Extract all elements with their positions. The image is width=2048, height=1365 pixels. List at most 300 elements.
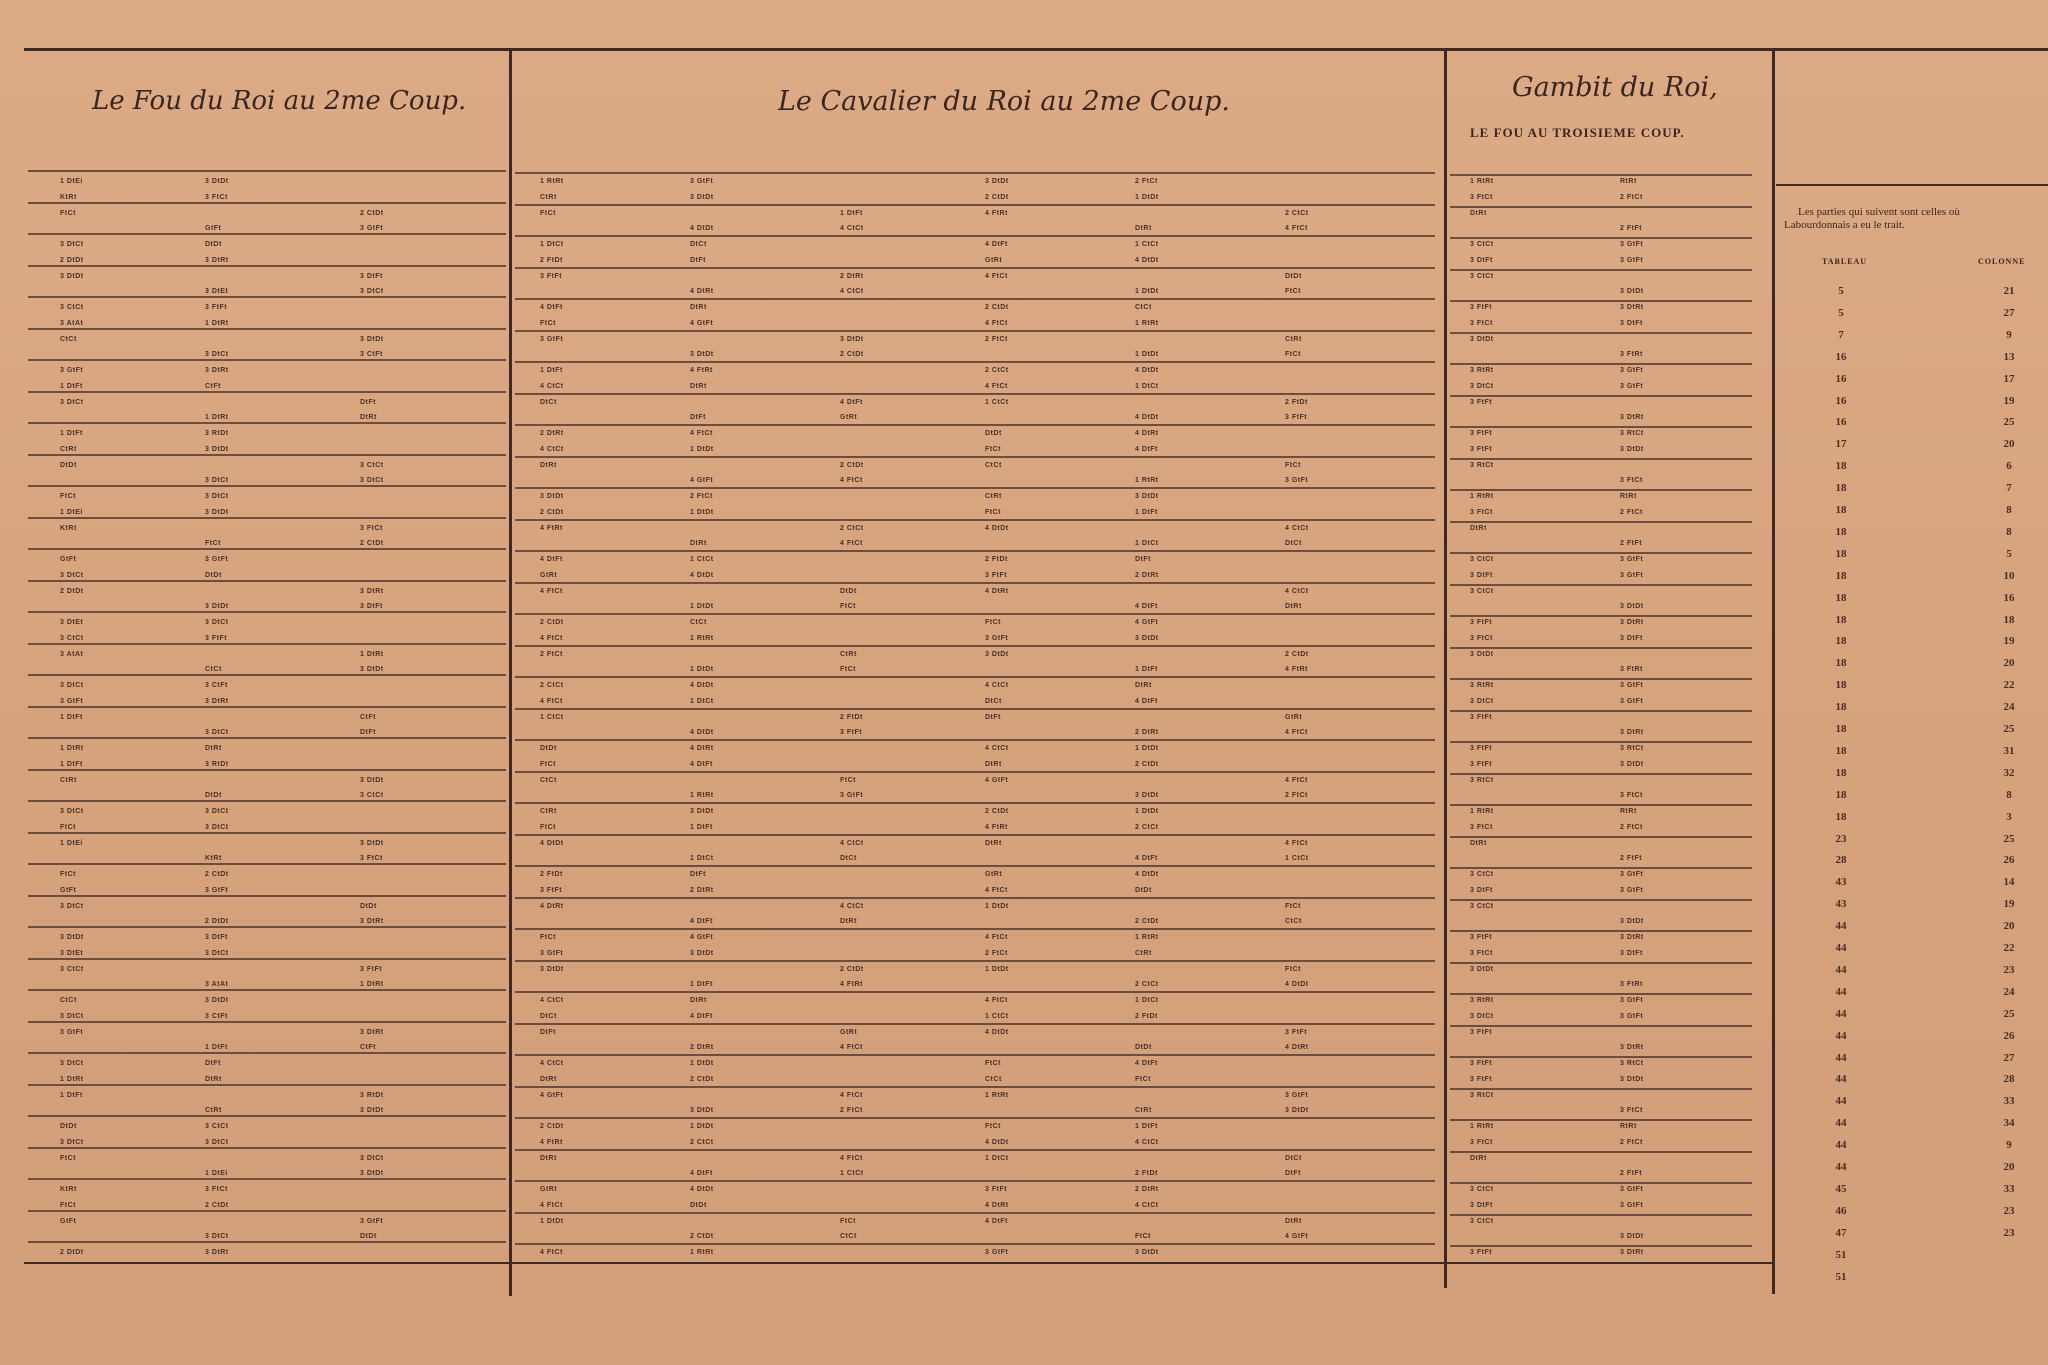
- ruled-line: [515, 834, 1435, 836]
- move-entry: 2 FtCt: [540, 650, 563, 658]
- move-entry: 2 FtCt: [690, 493, 713, 500]
- ruled-line: [515, 519, 1435, 521]
- move-entry: CtCt: [60, 335, 77, 343]
- move-entry: DtFt: [690, 871, 706, 878]
- ruled-line: [28, 580, 506, 582]
- ruled-line: [1450, 269, 1752, 271]
- move-entry: 3 FtFt: [985, 1186, 1008, 1193]
- move-entry: 3 DtEt: [60, 619, 84, 626]
- move-entry: 4 DtDt: [1285, 981, 1309, 989]
- move-entry: 3 FtFt: [1470, 934, 1493, 941]
- move-entry: 4 DtRt: [690, 288, 714, 296]
- move-entry: 3 DtCt: [205, 729, 229, 737]
- move-entry: 3 DtCt: [60, 1060, 84, 1067]
- move-entry: DtFt: [540, 1028, 556, 1036]
- move-entry: 3 RtRt: [1470, 682, 1494, 689]
- ruled-line: [28, 1115, 506, 1117]
- tableau-number: 5: [1838, 285, 1844, 297]
- move-entry: 2 FtDt: [840, 713, 863, 721]
- move-entry: 4 FtCt: [1285, 729, 1308, 737]
- move-entry: 4 FtCt: [1285, 839, 1308, 847]
- move-entry: 3 GtFt: [540, 949, 564, 957]
- move-entry: 3 GtFt: [1620, 241, 1644, 248]
- move-entry: DtRt: [540, 1075, 557, 1083]
- move-entry: 4 FtCt: [540, 1249, 563, 1256]
- move-entry: DtCt: [1285, 1154, 1302, 1162]
- ruled-line: [515, 204, 1435, 206]
- move-entry: 1 DtFt: [840, 209, 863, 217]
- move-entry: 4 DtDt: [985, 1138, 1009, 1146]
- tableau-number: 43: [1835, 876, 1847, 889]
- move-entry: 3 CtFt: [205, 1012, 228, 1020]
- move-entry: 4 DtFt: [1135, 445, 1158, 453]
- move-entry: 1 DtRt: [60, 745, 84, 752]
- move-entry: 4 DtRt: [1135, 430, 1159, 437]
- move-entry: 3 DtCt: [1470, 697, 1494, 705]
- move-entry: 4 DtFt: [1135, 1060, 1158, 1067]
- ruled-line: [1450, 174, 1752, 176]
- move-entry: 3 DtFt: [1620, 949, 1643, 957]
- tableau-number: 18: [1835, 569, 1847, 582]
- move-entry: 4 FtCt: [985, 886, 1008, 894]
- move-entry: 4 GtFt: [690, 934, 714, 941]
- colonne-number: 5: [2006, 547, 2012, 560]
- move-entry: 3 GtFt: [205, 886, 229, 894]
- move-entry: 3 AtAt: [60, 319, 84, 327]
- tableau-number: 47: [1835, 1226, 1847, 1239]
- ruled-line: [28, 706, 506, 708]
- colonne-number: 27: [2003, 1051, 2015, 1064]
- move-entry: 4 GtFt: [690, 477, 714, 485]
- move-entry: 3 DtCt: [60, 808, 84, 815]
- move-entry: FtCt: [985, 445, 1001, 453]
- move-entry: 4 FtRt: [690, 367, 713, 374]
- move-entry: DtRt: [1470, 209, 1487, 217]
- move-entry: 3 DtDt: [360, 776, 384, 784]
- move-entry: DtCt: [985, 697, 1002, 705]
- move-entry: FtCt: [1285, 902, 1301, 910]
- tableau-number: 18: [1835, 504, 1847, 516]
- move-entry: 3 DtCt: [205, 351, 229, 359]
- colonne-number: 33: [2003, 1095, 2015, 1108]
- move-entry: 1 DtFt: [690, 823, 713, 831]
- move-entry: 2 CtDt: [540, 1123, 564, 1130]
- ruled-line: [515, 456, 1435, 458]
- move-entry: DtFt: [360, 729, 376, 737]
- colonne-number: 19: [2003, 394, 2015, 407]
- ruled-line: [1450, 930, 1752, 932]
- ruled-line: [1450, 237, 1752, 239]
- tableau-number: 51: [1835, 1248, 1847, 1261]
- tableau-number: 18: [1835, 547, 1847, 560]
- move-entry: 3 DtRt: [360, 1028, 384, 1036]
- move-entry: 1 DtDt: [540, 1217, 564, 1225]
- move-entry: 2 FtCt: [1620, 823, 1643, 831]
- tableau-number: 18: [1835, 701, 1847, 714]
- move-entry: CtRt: [540, 193, 557, 201]
- move-entry: 1 DtFt: [540, 367, 563, 374]
- move-entry: 3 RtCt: [1470, 776, 1494, 784]
- move-entry: 4 DtDt: [1135, 414, 1159, 422]
- move-entry: 3 FtFt: [1470, 745, 1493, 752]
- move-entry: 3 RtCt: [1620, 1060, 1644, 1067]
- move-entry: 1 DtDt: [690, 445, 714, 453]
- move-entry: 2 CtCt: [1285, 209, 1309, 217]
- ruled-line: [28, 895, 506, 897]
- ruled-line: [515, 1243, 1435, 1245]
- move-entry: 3 CtCt: [1470, 556, 1494, 563]
- move-entry: 3 CtCt: [1470, 871, 1494, 878]
- move-entry: DtCt: [540, 1012, 557, 1020]
- move-entry: FtCt: [1285, 461, 1301, 469]
- move-entry: 3 RtCt: [1620, 430, 1644, 437]
- move-entry: CtCt: [985, 461, 1002, 469]
- subheading-fou-troisieme-coup: LE FOU AU TROISIEME COUP.: [1470, 125, 1685, 140]
- move-entry: 3 FtCt: [360, 855, 383, 863]
- move-entry: FtCt: [205, 540, 221, 548]
- tableau-number: 18: [1835, 766, 1847, 779]
- ruled-line: [28, 611, 506, 613]
- move-entry: 1 DtFt: [60, 1091, 83, 1099]
- move-entry: 3 CtCt: [1470, 1186, 1494, 1193]
- move-entry: 3 DtDt: [1470, 650, 1494, 658]
- move-entry: 3 FtCt: [1470, 823, 1493, 831]
- move-entry: 3 DtRt: [360, 587, 384, 595]
- move-entry: 3 FtFt: [985, 571, 1008, 579]
- move-entry: 4 CtCt: [840, 225, 864, 233]
- move-entry: DtRt: [1470, 1154, 1487, 1162]
- move-entry: 4 DtFt: [840, 398, 863, 406]
- move-entry: 3 FtCt: [1470, 193, 1493, 201]
- move-entry: 3 GtFt: [840, 792, 864, 800]
- move-entry: 1 RtRt: [1470, 178, 1494, 185]
- column-divider-1: [509, 48, 512, 1296]
- move-entry: GtFt: [205, 225, 222, 233]
- move-entry: 4 CtCt: [540, 382, 564, 390]
- move-entry: 2 FtDt: [1135, 1170, 1158, 1178]
- move-entry: 3 DtRt: [205, 1249, 229, 1256]
- move-entry: 3 DtDt: [60, 934, 84, 941]
- move-entry: 3 CtCt: [60, 965, 84, 973]
- ruled-line: [28, 233, 506, 235]
- move-entry: 2 CtDt: [540, 619, 564, 626]
- ruled-line: [1450, 458, 1752, 460]
- move-entry: FtCt: [60, 871, 76, 878]
- move-entry: 1 DtDt: [690, 603, 714, 611]
- move-entry: 3 FtFt: [1470, 1249, 1493, 1256]
- colonne-number: 14: [2003, 876, 2015, 889]
- ruled-line: [1450, 804, 1752, 806]
- move-entry: 3 GtFt: [1285, 1091, 1309, 1099]
- move-entry: 4 GtFt: [1285, 1233, 1309, 1241]
- move-entry: DtCt: [690, 241, 707, 248]
- move-entry: 1 RtRt: [1470, 1123, 1494, 1130]
- tableau-number: 18: [1835, 679, 1847, 692]
- move-entry: 1 DtCt: [1135, 382, 1159, 390]
- move-entry: 3 DtRt: [1620, 934, 1644, 941]
- move-entry: CtCt: [690, 619, 707, 626]
- colonne-number: 9: [2006, 1139, 2012, 1152]
- move-entry: 2 CtCt: [540, 682, 564, 689]
- tableau-number: 46: [1835, 1204, 1847, 1217]
- move-entry: 2 DtRt: [840, 272, 864, 280]
- move-entry: 4 FtRt: [985, 823, 1008, 831]
- move-entry: DtRt: [1285, 1217, 1302, 1225]
- tableau-number: 18: [1835, 591, 1847, 604]
- ruled-line: [515, 928, 1435, 930]
- move-entry: 3 GtFt: [60, 697, 84, 705]
- move-entry: 3 DtRt: [1620, 619, 1644, 626]
- colonne-number: 6: [2006, 460, 2012, 473]
- move-entry: FtCt: [540, 760, 556, 768]
- colonne-number: 33: [2003, 1182, 2015, 1195]
- move-entry: 3 DtDt: [205, 603, 229, 611]
- move-entry: 3 FtFt: [840, 729, 863, 737]
- move-entry: 3 DtDt: [1135, 1249, 1159, 1256]
- move-entry: 4 GtFt: [1135, 619, 1159, 626]
- move-entry: 4 CtCt: [1285, 524, 1309, 532]
- move-entry: DtRt: [1285, 603, 1302, 611]
- move-entry: 4 DtFt: [1135, 855, 1158, 863]
- move-entry: 3 FtFt: [1470, 430, 1493, 437]
- move-entry: DtRt: [985, 839, 1002, 847]
- move-entry: 2 FtFt: [1620, 1170, 1643, 1178]
- colonne-header: COLONNE: [1978, 257, 2026, 266]
- move-entry: 3 CtCt: [60, 634, 84, 642]
- move-entry: 1 DtEi: [60, 839, 83, 847]
- move-entry: DtDt: [540, 745, 557, 752]
- move-entry: 4 DtDt: [985, 524, 1009, 532]
- move-entry: 3 CtCt: [205, 1123, 229, 1130]
- move-entry: CtCt: [985, 1075, 1002, 1083]
- move-entry: 2 CtDt: [985, 193, 1009, 201]
- move-entry: 2 CtCt: [985, 367, 1009, 374]
- move-entry: 3 DtCt: [205, 1233, 229, 1241]
- move-entry: 2 CtCt: [690, 1138, 714, 1146]
- move-entry: 2 DtRt: [1135, 1186, 1159, 1193]
- ruled-line: [515, 361, 1435, 363]
- move-entry: 3 RtRt: [1470, 367, 1494, 374]
- ruled-line: [28, 1178, 506, 1180]
- move-entry: 3 DtCt: [205, 823, 229, 831]
- move-entry: 2 CtDt: [840, 351, 864, 359]
- move-entry: 1 DtEi: [60, 508, 83, 516]
- move-entry: 1 RtRt: [985, 1091, 1009, 1099]
- move-entry: 3 DtDt: [840, 335, 864, 343]
- move-entry: DtFt: [690, 256, 706, 264]
- move-entry: 3 DtDt: [690, 808, 714, 815]
- ruled-line: [28, 422, 506, 424]
- move-entry: 2 CtCt: [1135, 823, 1159, 831]
- move-entry: 1 DtFt: [1135, 666, 1158, 674]
- move-entry: KtRt: [60, 1186, 77, 1193]
- move-entry: 3 RtCt: [1470, 1091, 1494, 1099]
- move-entry: 3 GtFt: [1620, 682, 1644, 689]
- move-entry: FtCt: [840, 603, 856, 611]
- move-entry: GtRt: [985, 871, 1003, 878]
- move-entry: 4 DtDt: [1135, 871, 1159, 878]
- move-entry: 3 DtDt: [360, 1107, 384, 1115]
- heading-gambit-du-roi: Gambit du Roi,: [1512, 72, 1718, 103]
- move-entry: 2 FtDt: [985, 556, 1008, 563]
- side-note-line-1: Les parties qui suivent sont celles où: [1798, 206, 1960, 218]
- ruled-line: [515, 802, 1435, 804]
- move-entry: 4 FtRt: [540, 524, 563, 532]
- move-entry: 4 DtDt: [985, 1028, 1009, 1036]
- move-entry: FtCt: [1135, 1075, 1151, 1083]
- ruled-line: [515, 1054, 1435, 1056]
- move-entry: 3 DtDt: [205, 178, 229, 185]
- move-entry: 1 CtCt: [840, 1170, 864, 1178]
- move-entry: CtRt: [840, 650, 857, 658]
- move-entry: DtRt: [360, 414, 377, 422]
- move-entry: 1 RtRt: [690, 634, 714, 642]
- move-entry: 3 FtRt: [1620, 351, 1643, 359]
- move-entry: DtRt: [690, 304, 707, 311]
- tableau-number: 44: [1835, 1051, 1847, 1064]
- side-panel-rule: [1776, 184, 2048, 186]
- move-entry: 1 RtRt: [540, 178, 564, 185]
- move-entry: FtCt: [60, 209, 76, 217]
- move-entry: 1 CtCt: [985, 398, 1009, 406]
- ruled-line: [515, 1212, 1435, 1214]
- ruled-line: [1450, 521, 1752, 523]
- move-entry: 3 GtFt: [1620, 997, 1644, 1004]
- move-entry: 3 DtFt: [1470, 1201, 1493, 1209]
- move-entry: 1 DtRt: [205, 319, 229, 327]
- move-entry: GtRt: [540, 571, 558, 579]
- ruled-line: [28, 328, 506, 330]
- move-entry: 2 CtDt: [840, 965, 864, 973]
- move-entry: DtCt: [1285, 540, 1302, 548]
- top-border: [24, 48, 2048, 51]
- move-entry: 4 CtCt: [540, 1060, 564, 1067]
- move-entry: 3 DtDt: [1620, 918, 1644, 926]
- move-entry: KtRt: [60, 193, 77, 201]
- move-entry: CtFt: [360, 713, 376, 721]
- move-entry: GtRt: [840, 1028, 858, 1036]
- move-entry: 3 DtCt: [205, 477, 229, 485]
- tableau-number: 44: [1835, 1117, 1847, 1130]
- move-entry: 3 GtFt: [1620, 697, 1644, 705]
- ruled-line: [515, 298, 1435, 300]
- move-entry: 3 FtFt: [540, 886, 563, 894]
- move-entry: 4 FtCt: [1285, 225, 1308, 233]
- move-entry: 3 AtAt: [60, 650, 84, 658]
- move-entry: 3 GtFt: [1620, 1201, 1644, 1209]
- move-entry: 1 RtRt: [1135, 319, 1159, 327]
- tableau-number: 16: [1835, 394, 1847, 407]
- colonne-number: 25: [2003, 832, 2015, 845]
- move-entry: 4 DtFt: [690, 918, 713, 926]
- colonne-number: 22: [2003, 679, 2015, 692]
- move-entry: 4 FtRt: [840, 981, 863, 989]
- move-entry: GtFt: [60, 1217, 77, 1225]
- move-entry: FtCt: [840, 666, 856, 674]
- move-entry: CtRt: [60, 445, 77, 453]
- ruled-line: [1450, 741, 1752, 743]
- move-entry: 3 GtFt: [1620, 556, 1644, 563]
- move-entry: 3 FtFt: [1470, 398, 1493, 406]
- move-entry: 4 CtCt: [1285, 587, 1309, 595]
- move-entry: 2 FtCt: [985, 335, 1008, 343]
- move-entry: 4 FtCt: [840, 1091, 863, 1099]
- move-entry: 4 CtCt: [840, 288, 864, 296]
- move-entry: FtCt: [60, 493, 76, 500]
- move-entry: 3 RtRt: [1470, 997, 1494, 1004]
- tableau-number: 44: [1835, 1029, 1847, 1042]
- move-entry: 2 CtDt: [360, 209, 384, 217]
- tableau-number: 18: [1835, 525, 1847, 538]
- move-entry: 3 FtCt: [1470, 508, 1493, 516]
- move-entry: CtCt: [205, 666, 222, 674]
- tableau-number: 44: [1835, 1139, 1847, 1152]
- move-entry: DtRt: [690, 540, 707, 548]
- move-entry: 3 DtDt: [1620, 1233, 1644, 1241]
- move-entry: 3 DtCt: [1470, 382, 1494, 390]
- colonne-number: 28: [2003, 1073, 2015, 1086]
- move-entry: FtCt: [540, 319, 556, 327]
- move-entry: RtRt: [1620, 808, 1637, 815]
- move-entry: 2 FtDt: [540, 256, 563, 264]
- colonne-number: 9: [2006, 328, 2012, 341]
- ruled-line: [1450, 1025, 1752, 1027]
- colonne-number: 25: [2003, 1007, 2015, 1020]
- move-entry: 1 DtDt: [1135, 745, 1159, 752]
- move-entry: 4 DtDt: [690, 571, 714, 579]
- move-entry: 3 DtCt: [205, 949, 229, 957]
- move-entry: 2 DtRt: [1135, 729, 1159, 737]
- move-entry: DtCt: [540, 398, 557, 406]
- move-entry: 1 DtEi: [60, 178, 83, 185]
- move-entry: 3 DtCt: [60, 1138, 84, 1146]
- ruled-line: [1450, 489, 1752, 491]
- move-entry: 3 FtCt: [1620, 1107, 1643, 1115]
- colonne-number: 23: [2003, 1204, 2015, 1217]
- move-entry: 3 CtCt: [60, 304, 84, 311]
- colonne-number: 20: [2003, 438, 2015, 451]
- ruled-line: [28, 800, 506, 802]
- colonne-number: 21: [2003, 285, 2015, 297]
- move-entry: 3 DtDt: [360, 839, 384, 847]
- move-entry: 3 RtCt: [1470, 461, 1494, 469]
- move-entry: CtFt: [360, 1044, 376, 1052]
- move-entry: 3 FtCt: [1470, 1138, 1493, 1146]
- move-entry: 2 CtDt: [205, 1201, 229, 1209]
- ruled-line: [28, 926, 506, 928]
- move-entry: 1 DtCt: [985, 1154, 1009, 1162]
- move-entry: 3 DtDt: [1620, 760, 1644, 768]
- move-entry: 3 DtDt: [1470, 965, 1494, 973]
- ruled-line: [1450, 1088, 1752, 1090]
- ruled-line: [515, 1023, 1435, 1025]
- move-entry: DtDt: [1135, 1044, 1152, 1052]
- move-entry: 1 DtDt: [1135, 351, 1159, 359]
- move-entry: 3 DtRt: [1620, 414, 1644, 422]
- move-entry: GtRt: [540, 1186, 558, 1193]
- move-entry: CtRt: [60, 776, 77, 784]
- move-entry: 4 DtDt: [690, 225, 714, 233]
- move-entry: DtRt: [690, 382, 707, 390]
- move-entry: 2 FtDt: [1285, 398, 1308, 406]
- colonne-number: 18: [2003, 613, 2015, 626]
- colonne-number: 24: [2003, 701, 2015, 714]
- ruled-line: [515, 487, 1435, 489]
- move-entry: 4 FtCt: [985, 319, 1008, 327]
- move-entry: 1 DtDt: [690, 666, 714, 674]
- tableau-number: 18: [1835, 460, 1847, 473]
- tableau-number: 16: [1835, 350, 1847, 363]
